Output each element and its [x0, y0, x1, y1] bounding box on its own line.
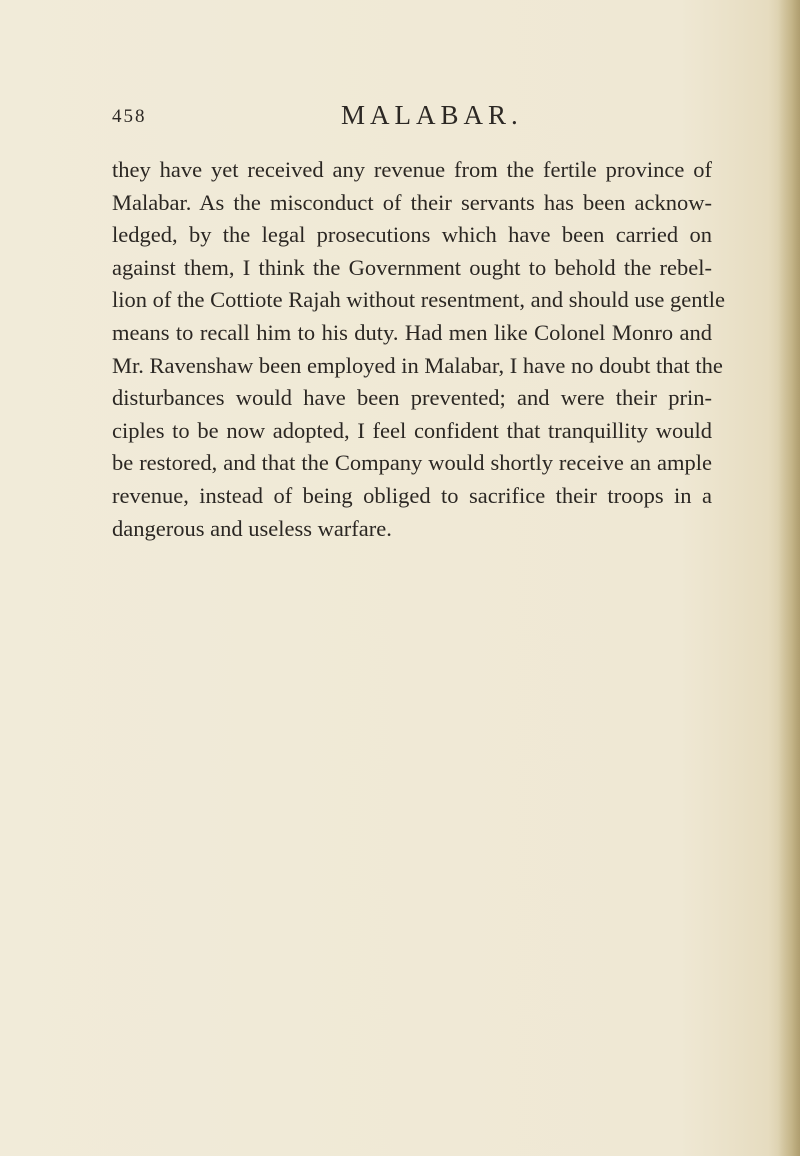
page-number: 458	[112, 106, 147, 127]
text-line: they have yet received any revenue from the fertile province of	[112, 157, 712, 182]
text-line: disturbances would have been prevented; and were their prin-	[112, 385, 712, 411]
text-line: lion of the Cottiote Rajah without resentment, and should use gentle	[112, 287, 726, 313]
page-edge-shadow	[778, 0, 800, 1156]
running-title: MALABAR.	[341, 100, 523, 130]
text-line: revenue, instead of being obliged to sacrifice their troops in a	[112, 482, 712, 508]
body-paragraph	[112, 154, 726, 545]
text-line: dangerous and useless warfare.	[112, 515, 392, 541]
text-line: means to recall him to his duty. Had men like Colonel Monro and	[112, 319, 712, 345]
text-line: Malabar. As the misconduct of their servants has been acknow-	[112, 189, 712, 215]
text-line: ledged, by the legal prosecutions which have been carried on	[112, 222, 712, 248]
text-line: be restored, and that the Company would shortly receive an ample	[112, 450, 712, 476]
text-line: against them, I think the Government ought to behold the rebel-	[112, 254, 712, 280]
text-line: Mr. Ravenshaw been employed in Malabar, I have no doubt that the	[112, 352, 723, 378]
running-head	[0, 100, 800, 134]
text-line: ciples to be now adopted, I feel confident that tranquillity would	[112, 417, 712, 443]
